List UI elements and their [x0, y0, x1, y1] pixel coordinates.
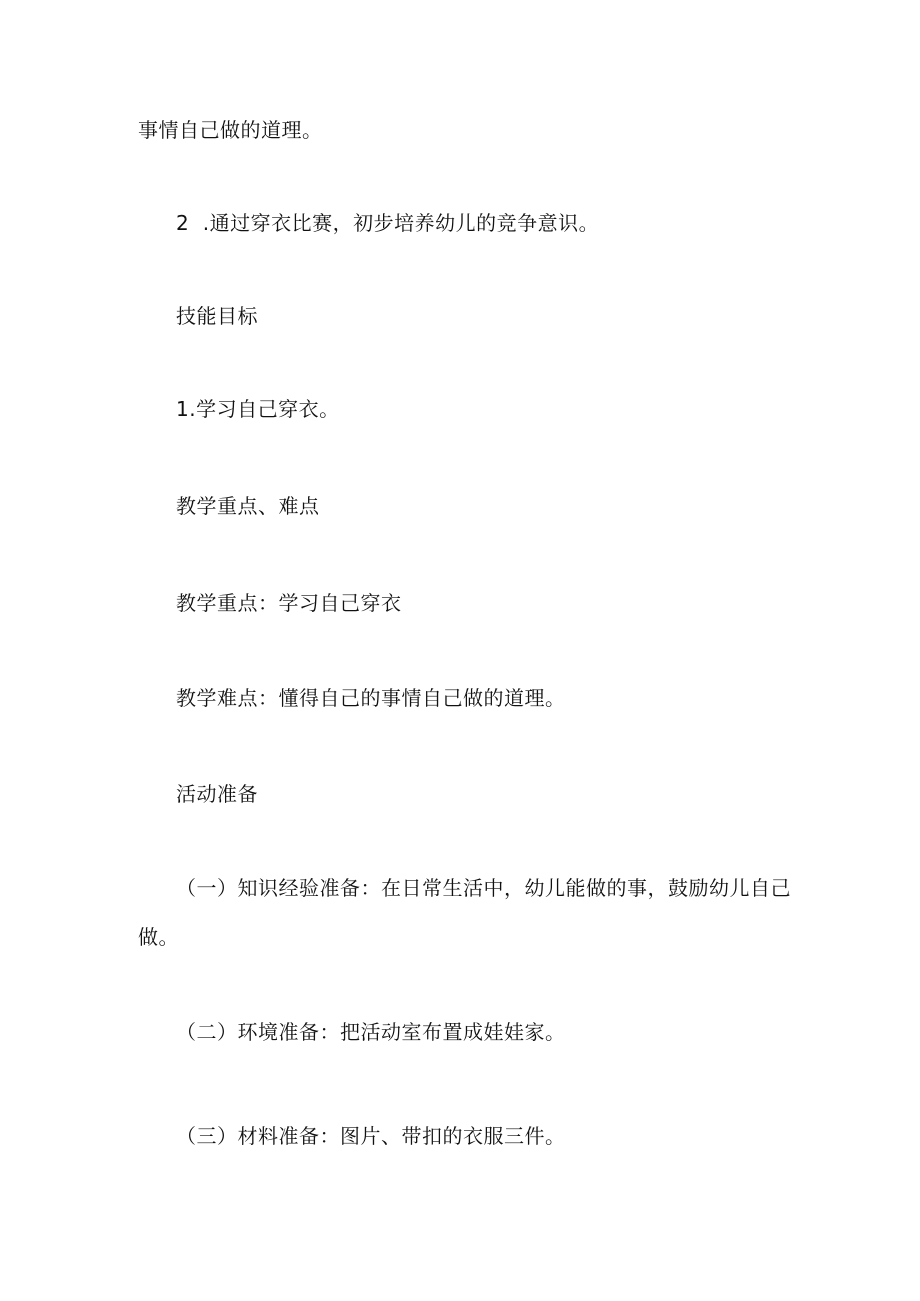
- preparation-item-1: （一）知识经验准备：在日常生活中，幼儿能做的事，鼓励幼儿自己: [176, 876, 791, 900]
- section-heading-key-points: 教学重点、难点: [176, 494, 320, 518]
- paragraph-continuation: 事情自己做的道理。: [138, 118, 323, 142]
- skill-goal-item-1: 1.学习自己穿衣。: [176, 397, 340, 421]
- preparation-item-1-continuation: 做。: [138, 925, 179, 949]
- preparation-item-2: （二）环境准备：把活动室布置成娃娃家。: [176, 1020, 566, 1044]
- objective-item-2-text: .通过穿衣比赛，初步培养幼儿的竞争意识。: [202, 211, 600, 235]
- objective-item-2: [176, 211, 599, 235]
- preparation-item-3: （三）材料准备：图片、带扣的衣服三件。: [176, 1124, 566, 1148]
- list-number: 2: [176, 211, 189, 235]
- teaching-key-point: 教学重点：学习自己穿衣: [176, 591, 402, 615]
- section-heading-preparation: 活动准备: [176, 782, 258, 806]
- teaching-difficulty: 教学难点：懂得自己的事情自己做的道理。: [176, 686, 566, 710]
- section-heading-skill-goals: 技能目标: [176, 304, 258, 328]
